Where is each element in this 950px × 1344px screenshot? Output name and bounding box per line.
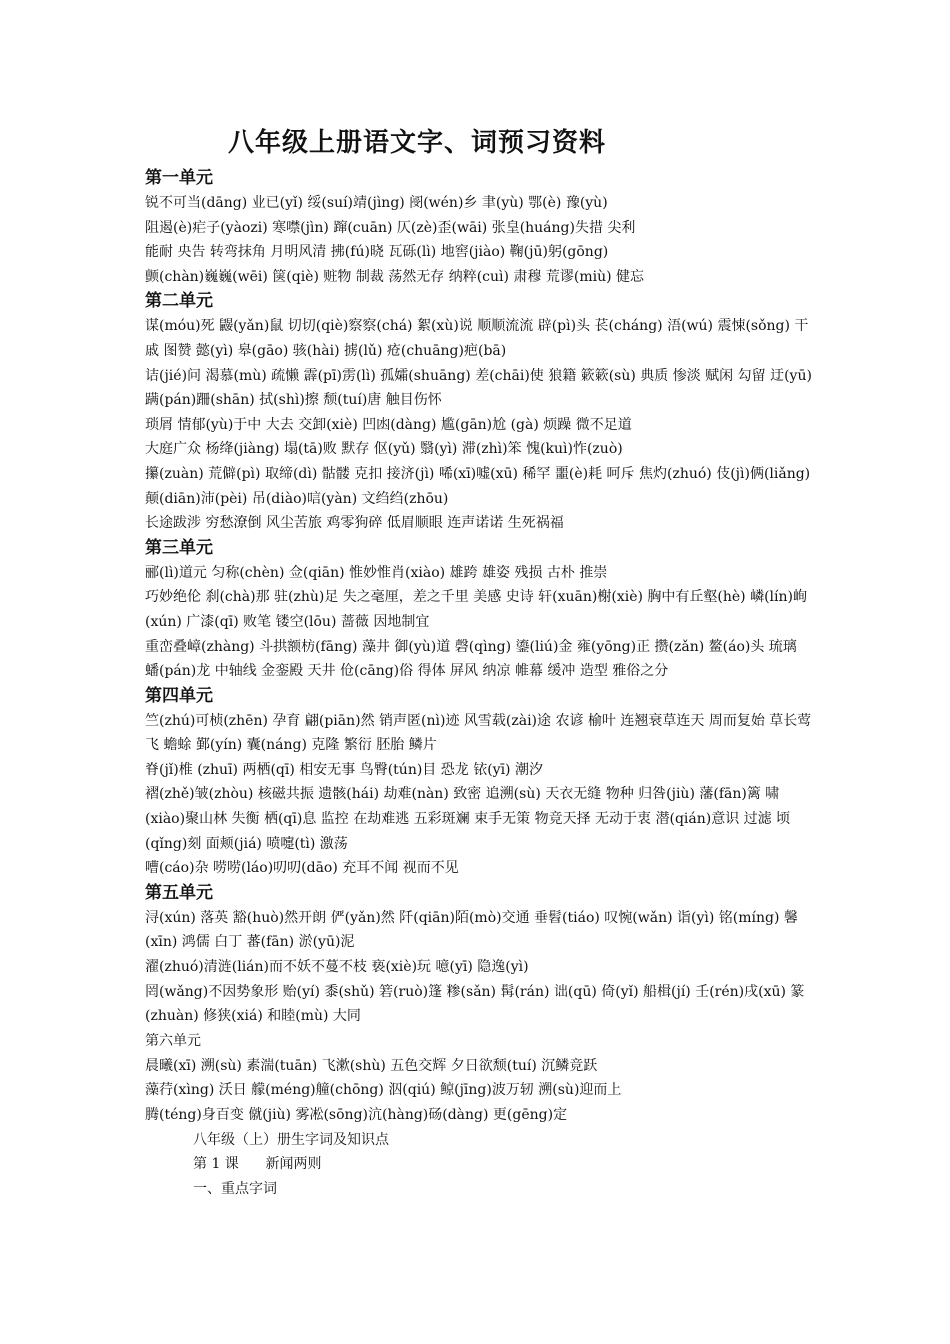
unit-6-line: 晨曦(xī) 溯(sù) 素湍(tuān) 飞漱(shù) 五色交辉 夕日欲颓(tuí) 沉鳞竞跃 (145, 1057, 598, 1074)
document-title: 八年级上册语文字、词预习资料 (228, 128, 607, 158)
unit-5-line: 罔(wǎng)不因势象形 贻(yí) 黍(shǔ) 箬(ruò)篷 糁(sǎn) 髯(rán) 诎(qū) 倚(yǐ) 船楫(jí) 壬(rén)戌(xū) 篆(zhuàn) 修狭(xiá) 和睦(mù) 大同 (145, 983, 805, 1025)
unit-4-line: 嘈(cáo)杂 唠唠(láo)叨叨(dāo) 充耳不闻 视而不见 (145, 860, 459, 877)
unit-heading-5: 第五单元 (145, 882, 213, 903)
unit-1-line: 颤(chàn)巍巍(wēi) 箧(qiè) 赃物 制裁 荡然无存 纳粹(cuì) 肃穆 荒谬(miù) 健忘 (145, 268, 645, 285)
unit-2-line: 谋(móu)死 鼹(yǎn)鼠 切切(qiè)察察(chá) 絮(xù)说 顺顺流流 辟(pì)头 苌(cháng) 浯(wú) 震悚(sǒng) 干戚 图赞 懿(yì) 皋(gāo) 骇(hài) 掳(lǔ) 疮(chuāng)疤(bā) (145, 318, 809, 359)
unit-heading-6: 第六单元 (145, 1032, 201, 1049)
unit-2-line: 琐屑 情郁(yù)于中 大去 交卸(xiè) 凹凼(dàng) 尴(gān)尬 (gà) 烦躁 微不足道 (145, 416, 632, 433)
unit-5-line: 濯(zhuó)清涟(lián)而不妖不蔓不枝 亵(xiè)玩 噫(yī) 隐逸(yì) (145, 959, 529, 976)
unit-4-line: 竺(zhú)可桢(zhēn) 孕育 翩(piān)然 销声匿(nì)迹 风雪载(zài)途 农谚 榆叶 连翘衰草连天 周而复始 草长莺飞 蟾蜍 鄞(yín) 囊(náng) 克隆 繁衍 胚胎 鳞片 (145, 712, 812, 754)
unit-heading-3: 第三单元 (145, 537, 213, 558)
unit-3-line: 巧妙绝伦 刹(chà)那 驻(zhù)足 失之毫厘，差之千里 美感 史诗 轩(xuān)榭(xiè) 胸中有丘壑(hè) 嶙(lín)峋(xún) 广漆(qī) 败笔 镂空(lōu) 蔷薇 因地制宜 (145, 589, 807, 630)
content-body (145, 166, 813, 1201)
unit-heading-2: 第二单元 (145, 291, 213, 312)
unit-2-line: 攥(zuàn) 荒僻(pì) 取缔(dì) 骷髅 克扣 接济(jì) 唏(xī)嘘(xū) 稀罕 噩(è)耗 呵斥 焦灼(zhuó) 伎(jì)俩(liǎng) 颠(diān)沛(pèi) 吊(diào)唁(yàn) 文绉绉(zhōu) (145, 465, 811, 507)
unit-3-line: 重峦叠嶂(zhàng) 斗拱额枋(fāng) 藻井 御(yù)道 磬(qìng) 鎏(liú)金 雍(yōng)正 攒(zǎn) 鳌(áo)头 琉璃 蟠(pán)龙 中轴线 金銮殿 天井 伧(cāng)俗 得体 屏风 纳凉 帷幕 缓冲 造型 雅俗之分 (145, 638, 797, 680)
unit-1-line: 锐不可当(dāng) 业已(yǐ) 绥(suí)靖(jìng) 阌(wén)乡 聿(yù) 鄂(è) 豫(yù) (145, 195, 608, 211)
unit-heading-1: 第一单元 (145, 168, 213, 188)
section-title: 八年级（上）册生字词及知识点 (193, 1131, 389, 1148)
unit-6-line: 腾(téng)身百变 僦(jiù) 雾凇(sōng)沆(hàng)砀(dàng) 更(gēng)定 (145, 1107, 568, 1124)
unit-2-line: 大庭广众 杨绛(jiàng) 塌(tā)败 默存 伛(yǔ) 翳(yì) 滞(zhì)笨 愧(kuì)怍(zuò) (145, 441, 623, 458)
unit-3-line: 郦(lì)道元 匀称(chèn) 佥(qiān) 惟妙惟肖(xiào) 雄跨 雄姿 残损 古朴 推崇 (145, 564, 608, 581)
subsection-title: 一、重点字词 (193, 1180, 277, 1197)
unit-6-line: 藻荇(xìng) 沃日 艨(méng)艟(chōng) 泅(qiú) 鲸(jīng)波万轫 溯(sù)迎而上 (145, 1082, 622, 1099)
unit-2-line: 长途跋涉 穷愁潦倒 风尘苦旅 鸡零狗碎 低眉顺眼 连声诺诺 生死祸福 (145, 515, 564, 532)
unit-heading-4: 第四单元 (145, 685, 213, 706)
unit-5-line: 浔(xún) 落英 豁(huò)然开朗 俨(yǎn)然 阡(qiān)陌(mò)交通 垂髫(tiáo) 叹惋(wǎn) 诣(yì) 铭(míng) 馨(xīn) 鸿儒 白丁 蕃(fān) 淤(yū)泥 (145, 909, 798, 951)
unit-2-line: 诘(jié)问 渴慕(mù) 疏懒 霹(pī)雳(lì) 孤孀(shuāng) 差(chāi)使 狼籍 簌簌(sù) 典质 惨淡 赋闲 勾留 迂(yū) 蹒(pán)跚(shān) 拭(shì)擦 颓(tuí)唐 触目伤怀 (145, 367, 812, 409)
lesson-title: 第 1 课 新闻两则 (193, 1156, 322, 1173)
unit-4-line: 脊(jǐ)椎 (zhuī) 两栖(qī) 相安无事 鸟臀(tún)目 恐龙 铱(yī) 潮汐 (145, 761, 543, 778)
unit-1-line: 能耐 央告 转弯抹角 月明风清 拂(fú)晓 瓦砾(lì) 地窖(jiào) 鞠(jū)躬(gōng) (145, 244, 609, 261)
unit-1-line: 阻遏(è)疟子(yàozi) 寒噤(jìn) 蹿(cuān) 仄(zè)歪(wāi) 张皇(huáng)失措 尖利 (145, 219, 636, 236)
unit-4-line: 褶(zhě)皱(zhòu) 核磁共振 遗骸(hái) 劫难(nàn) 致密 追溯(sù) 天衣无缝 物种 归咎(jiù) 藩(fān)篱 啸 (xiào)聚山林 失衡 栖(qī)息 监控 在劫难逃 五彩斑斓 束手无策 物竞天择 无动于衷 潜(qián)意识 过滤 顷(qǐng)刻 面颊(jiá) 喷嚏(tì) 激荡 (145, 786, 791, 852)
